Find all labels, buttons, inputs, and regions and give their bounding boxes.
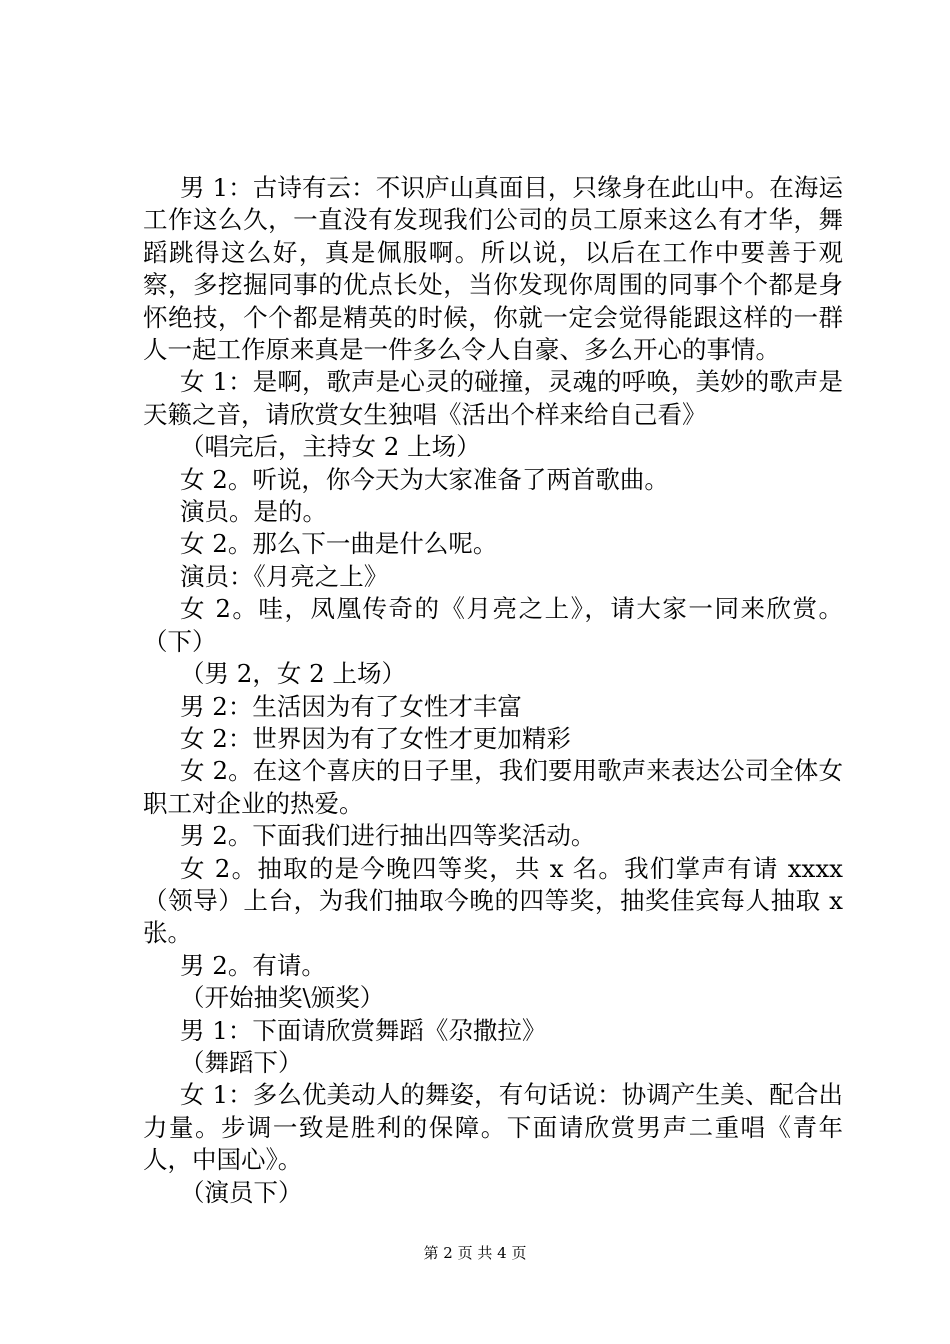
- paragraph: （开始抽奖\颁奖）: [180, 983, 385, 1013]
- paragraph: 男 2。下面我们进行抽出四等奖活动。: [180, 821, 596, 851]
- paragraph: 女 2。在这个喜庆的日子里，我们要用歌声来表达公司全体女职工对企业的热爱。: [143, 756, 843, 818]
- paragraph: 男 2：生活因为有了女性才丰富: [180, 691, 522, 721]
- paragraph: 男 1：下面请欣赏舞蹈《尕撒拉》: [180, 1015, 547, 1045]
- paragraph: 男 1：古诗有云：不识庐山真面目，只缘身在此山中。在海运工作这么久，一直没有发现我们公司的员工原来这么有才华，舞蹈跳得这么好，真是佩服啊。所以说，以后在工作中要善于观察，多挖掘同事的优点长处，当你发现你周围的同事个个都是身怀绝技，个个都是精英的时候，你就一定会觉得能跟这样的一群人一起工作原来真是一件多么令人自豪、多么开心的事情。: [143, 173, 843, 365]
- paragraph: （演员下）: [180, 1177, 303, 1207]
- paragraph: （男 2，女 2 上场）: [180, 659, 407, 689]
- page-number-label: 第 2 页 共 4 页: [423, 1244, 527, 1262]
- paragraph: 女 1：是啊，歌声是心灵的碰撞，灵魂的呼唤，美妙的歌声是天籁之音，请欣赏女生独唱《活出个样来给自己看》: [143, 367, 843, 429]
- paragraph: （唱完后，主持女 2 上场）: [180, 432, 481, 462]
- paragraph: 演员。是的。: [180, 497, 327, 527]
- paragraph: 男 2。有请。: [180, 950, 326, 980]
- page-footer: [0, 1243, 950, 1263]
- paragraph: 女 2。那么下一曲是什么呢。: [180, 529, 498, 559]
- paragraph: 女 1：多么优美动人的舞姿，有句话说：协调产生美、配合出力量。步调一致是胜利的保障。下面请欣赏男声二重唱《青年人，中国心》。: [143, 1080, 843, 1175]
- document-body: [143, 172, 843, 1209]
- paragraph: 女 2。抽取的是今晚四等奖，共 x 名。我们掌声有请 xxxx（领导）上台，为我们抽取今晚的四等奖，抽奖佳宾每人抽取 x 张。: [143, 853, 843, 948]
- paragraph: 女 2：世界因为有了女性才更加精彩: [180, 723, 571, 753]
- paragraph: （舞蹈下）: [180, 1047, 303, 1077]
- paragraph: 女 2。哇，凤凰传奇的《月亮之上》，请大家一同来欣赏。（下）: [143, 594, 843, 656]
- paragraph: 女 2。听说，你今天为大家准备了两首歌曲。: [180, 464, 669, 494]
- paragraph: 演员：《月亮之上》: [180, 561, 389, 591]
